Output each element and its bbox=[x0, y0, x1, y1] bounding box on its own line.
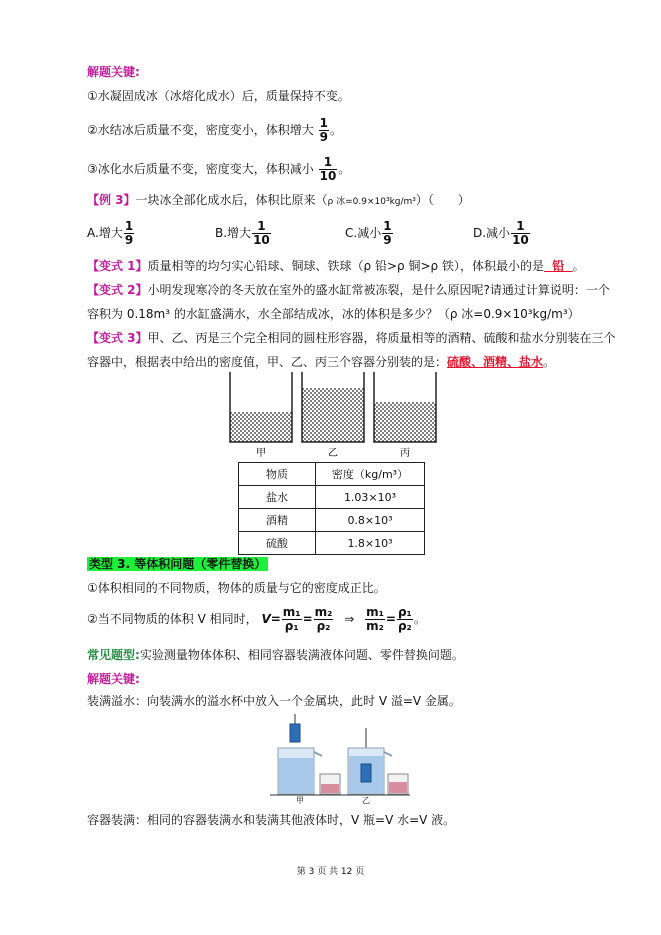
metal-block bbox=[361, 764, 371, 782]
water bbox=[279, 758, 313, 793]
table-header: 密度（kg/m³） bbox=[316, 463, 425, 486]
answer: 硫酸、酒精、盐水 bbox=[447, 355, 544, 369]
variant-text: 质量相等的均匀实心铅球、铜球、铁球（ρ 铅>ρ 铜>ρ 铁），体积最小的是 bbox=[147, 259, 544, 273]
example-3 bbox=[87, 192, 470, 210]
type-3-line-1: ①体积相同的不同物质，物体的质量与它的密度成正比。 bbox=[87, 581, 386, 595]
container-jia bbox=[230, 372, 292, 442]
fraction: $\frac{\text{m₂}}{\text{ρ₂}}$ bbox=[314, 605, 333, 633]
metal-block bbox=[290, 724, 300, 742]
key-line-2-text: ②水结冰后质量不变，密度变小，体积增大 bbox=[87, 123, 314, 137]
fraction: $\frac{\text{ρ₁}}{\text{ρ₂}}$ bbox=[397, 605, 412, 633]
example-text: 一块冰全部化成水后，体积比原来（ bbox=[135, 193, 328, 207]
fraction: $\frac{1}{9}$ bbox=[383, 219, 392, 247]
key-line-2: ②水结冰后质量不变，密度变小，体积增大 $\frac{1}{9}$ 。 bbox=[87, 116, 342, 144]
common-types: 常见题型:实验测量物体体积、相同容器装满液体问题、零件替换问题。 bbox=[87, 648, 464, 662]
type-3-line-2: ②当不同物质的体积 V 相同时， V= $\frac{\text{m₁}}{\text{ρ₁}}$ = $\frac{\text{m₂}}{\text{ρ₂}}$ ⇒ $\frac{\text{m₁}}{\text{m₂}}$ = $\frac{\text{ρ₁}}{\text{ρ₂}}$ 。 bbox=[87, 605, 426, 633]
fraction: $\frac{1}{10}$ bbox=[319, 155, 337, 183]
label-yi: 乙 bbox=[328, 448, 338, 458]
key-heading: 解题关键: bbox=[87, 65, 140, 79]
key-heading-2: 解题关键: bbox=[87, 672, 140, 686]
table-row bbox=[239, 509, 425, 532]
type-3-title: 类型 3. 等体积问题（零件替换） bbox=[89, 557, 267, 571]
beaker-water bbox=[321, 784, 339, 793]
variant-2-line-2: 容积为 0.18m³ 的水缸盛满水，水全部结成冰，冰的体积是多少？（ρ 冰=0.9×10³kg/m³） bbox=[87, 307, 580, 321]
variant-2-line-1: 【变式 2】小明发现寒冷的冬天放在室外的盛水缸常被冻裂，是什么原因呢?请通过计算说明：一个 bbox=[87, 283, 610, 297]
option-a[interactable]: A.增大 $\frac{1}{9}$ bbox=[87, 219, 134, 247]
example-tail: ）（ ） bbox=[415, 193, 470, 207]
density-table bbox=[238, 462, 425, 555]
fraction: $\frac{1}{10}$ bbox=[253, 219, 270, 247]
fraction: $\frac{1}{9}$ bbox=[124, 219, 134, 247]
container-text: 容器装满：相同的容器装满水和装满其他液体时，V 瓶=V 水=V 液。 bbox=[87, 813, 456, 827]
table-header: 物质 bbox=[239, 463, 316, 486]
option-c[interactable]: C.减小 $\frac{1}{9}$ bbox=[345, 219, 392, 247]
table-row bbox=[239, 532, 425, 555]
label-jia: 甲 bbox=[256, 448, 266, 458]
table-cell: 1.8×10³ bbox=[316, 532, 425, 555]
containers-figure bbox=[220, 370, 450, 458]
table-cell: 盐水 bbox=[239, 486, 316, 509]
overflow-cup-figure bbox=[270, 712, 410, 804]
label-yi: 乙 bbox=[362, 796, 370, 804]
answer: 铅 bbox=[543, 259, 573, 273]
beaker-water bbox=[389, 782, 407, 793]
spout bbox=[314, 752, 322, 756]
variant-tag: 【变式 1】 bbox=[87, 259, 148, 273]
fraction: $\frac{1}{9}$ bbox=[319, 116, 328, 144]
variant-3-line-1: 【变式 3】甲、乙、丙是三个完全相同的圆柱形容器，将质量相等的酒精、硫酸和盐水分别装在三个 bbox=[87, 331, 616, 345]
table-cell: 1.03×10³ bbox=[316, 486, 425, 509]
page-footer: 第 3 页 共 12 页 bbox=[296, 867, 365, 877]
variant-tag: 【变式 3】 bbox=[87, 331, 148, 345]
container-yi bbox=[302, 372, 364, 442]
variant-1: 【变式 1】质量相等的均匀实心铅球、铜球、铁球（ρ 铅>ρ 铜>ρ 铁），体积最小的是 铅 。 bbox=[87, 259, 585, 273]
label-bing: 丙 bbox=[400, 448, 410, 458]
table-header-row bbox=[239, 463, 425, 486]
variant-3-line-2: 容器中，根据表中给出的密度值，甲、乙、丙三个容器分别装的是：硫酸、酒精、盐水。 bbox=[87, 355, 556, 369]
key-line-3-text: ③冰化水后质量不变，密度变大，体积减小 bbox=[87, 162, 314, 176]
variant-tag: 【变式 2】 bbox=[87, 283, 148, 297]
key-line-1: ①水凝固成冰（冰熔化成水）后，质量保持不变。 bbox=[87, 89, 350, 103]
container-bing bbox=[374, 372, 436, 442]
label-jia: 甲 bbox=[296, 796, 304, 804]
table-cell: 酒精 bbox=[239, 509, 316, 532]
option-b[interactable]: B.增大 $\frac{1}{10}$ bbox=[215, 219, 270, 247]
example-rho: ρ 冰=0.9×10³kg/m³ bbox=[327, 197, 416, 207]
overflow-text: 装满溢水：向装满水的溢水杯中放入一个金属块，此时 V 溢=V 金属。 bbox=[87, 694, 461, 708]
option-d[interactable]: D.减小 $\frac{1}{10}$ bbox=[473, 219, 529, 247]
fraction: $\frac{1}{10}$ bbox=[512, 219, 529, 247]
spout bbox=[384, 752, 392, 756]
example-tag: 【例 3】 bbox=[87, 193, 136, 207]
table-cell: 硫酸 bbox=[239, 532, 316, 555]
key-line-3: ③冰化水后质量不变，密度变大，体积减小 $\frac{1}{10}$ 。 bbox=[87, 155, 351, 183]
fraction: $\frac{\text{m₁}}{\text{ρ₁}}$ bbox=[282, 605, 301, 633]
table-cell: 0.8×10³ bbox=[316, 509, 425, 532]
fraction: $\frac{\text{m₁}}{\text{m₂}}$ bbox=[366, 605, 384, 633]
table-row bbox=[239, 486, 425, 509]
